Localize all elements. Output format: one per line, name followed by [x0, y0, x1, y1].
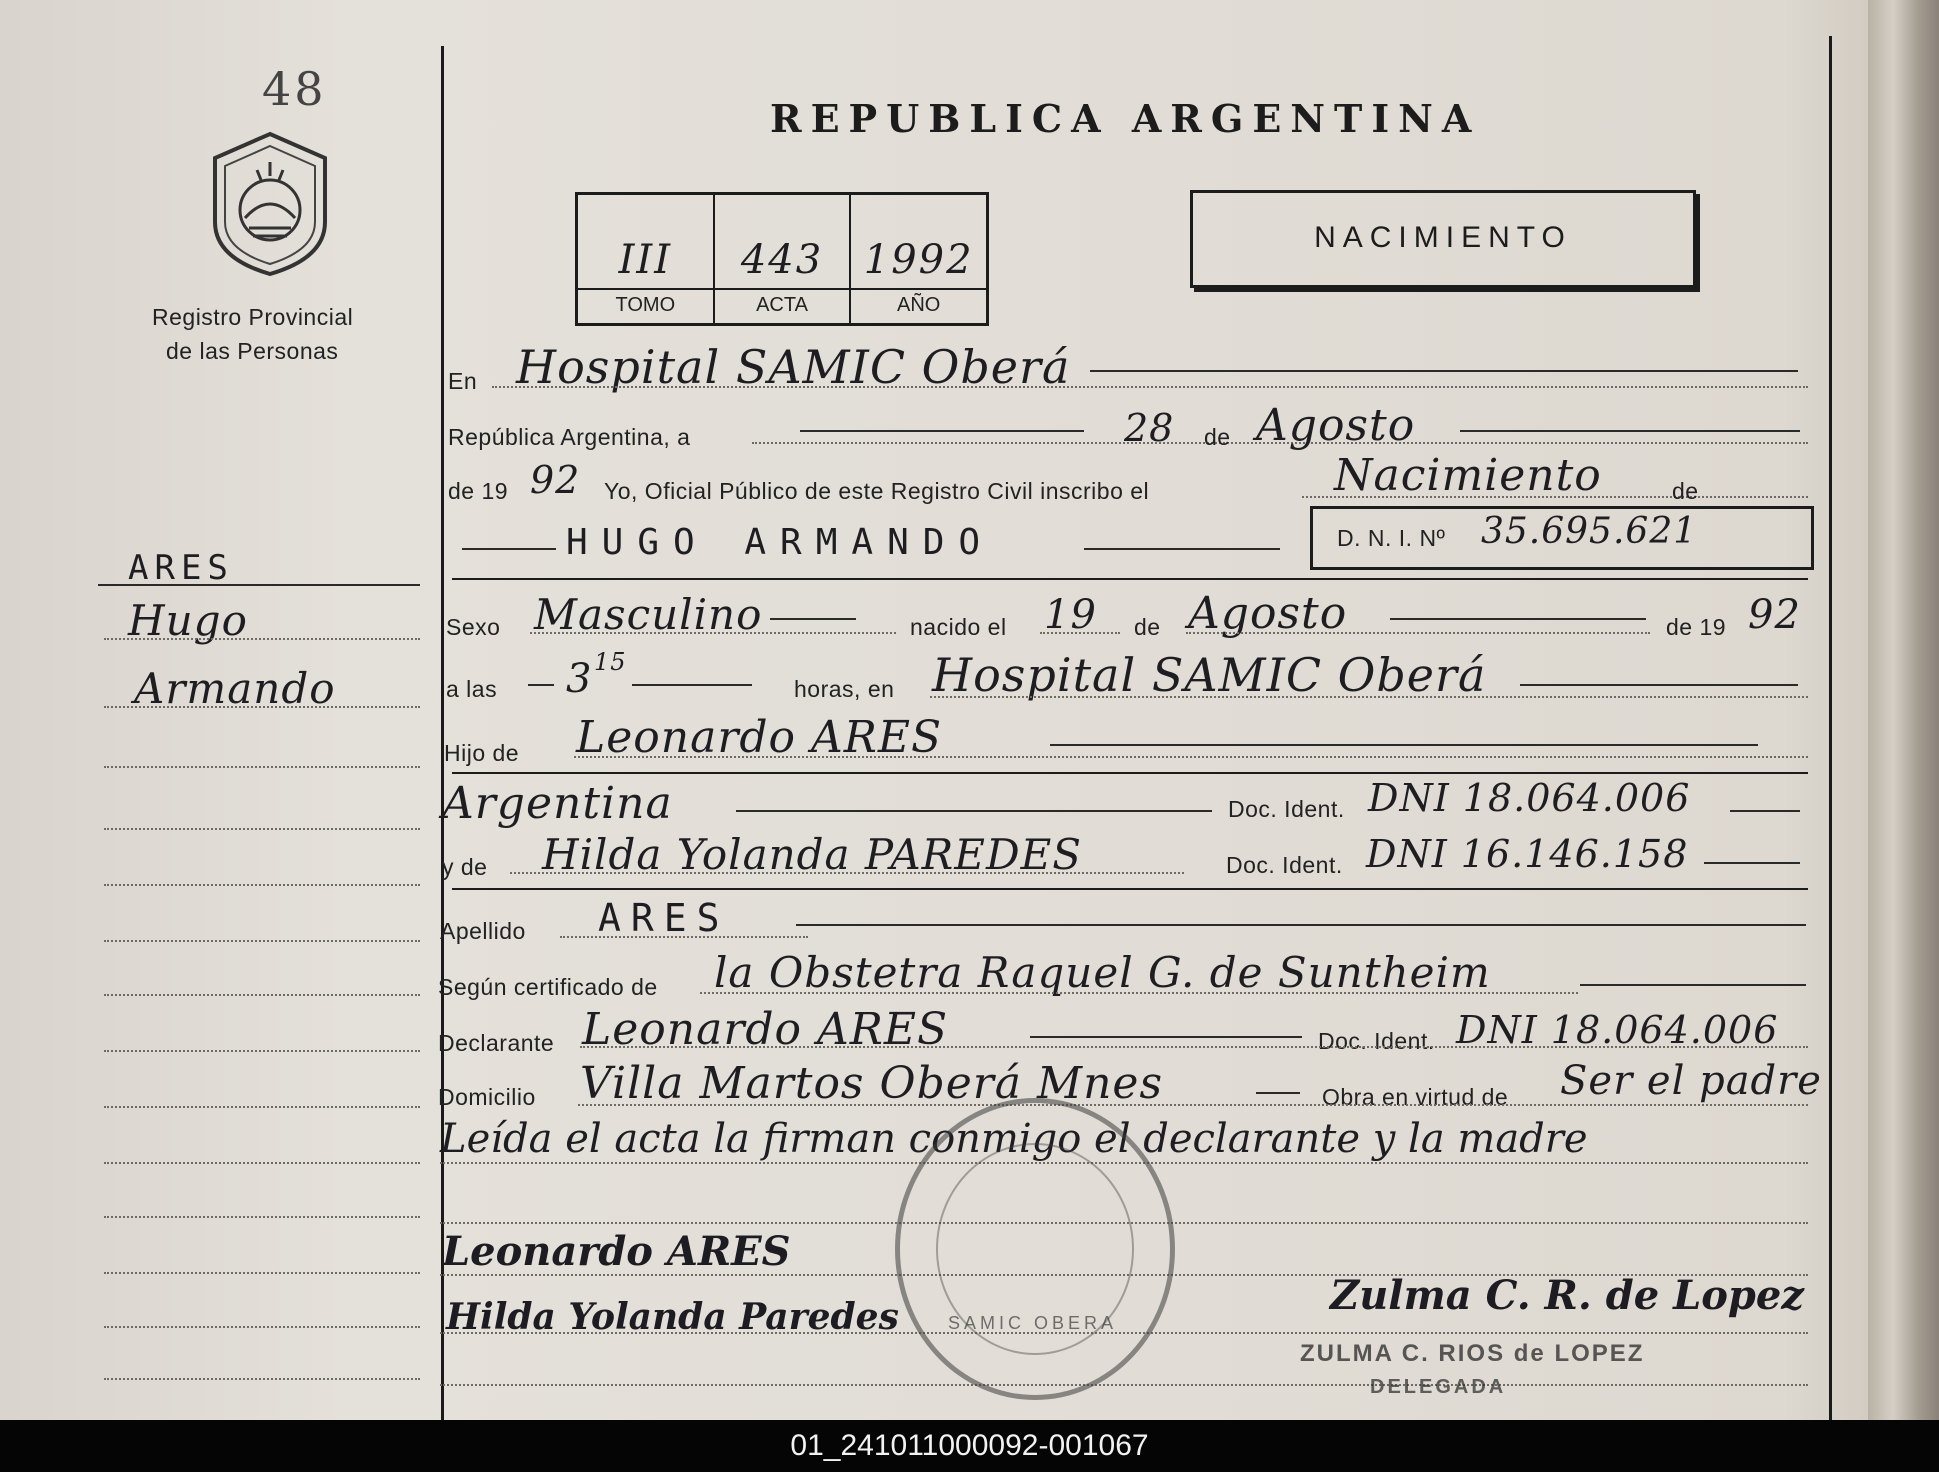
declarant-signature: Leonardo ARES: [442, 1228, 791, 1275]
official-signature: Zulma C. R. de Lopez: [1330, 1272, 1805, 1319]
tomo-value: III: [618, 237, 673, 283]
anio-cell: [851, 195, 986, 323]
fill-line: [528, 684, 554, 686]
fill-line: [736, 810, 1212, 812]
act-type-box: [1190, 190, 1696, 288]
official-title: DELEGADA: [1370, 1376, 1507, 1398]
fill-line: [1030, 1036, 1302, 1038]
fill-dots: [560, 936, 808, 938]
fill-dots: [574, 756, 1808, 758]
margin-dots: [104, 1216, 420, 1218]
fill-line: [1580, 984, 1806, 986]
act-day: 28: [1124, 406, 1175, 450]
official-name: ZULMA C. RIOS de LOPEZ: [1300, 1340, 1645, 1367]
fill-line: [1704, 862, 1800, 864]
margin-rule: [441, 46, 444, 1420]
segun-value: la Obstetra Raquel G. de Suntheim: [714, 948, 1491, 997]
fill-dots: [510, 872, 1184, 874]
fill-line: [1390, 618, 1646, 620]
birth-hour: 3: [566, 656, 593, 702]
domicilio-value: Villa Martos Oberá Mnes: [580, 1058, 1164, 1109]
document-title: REPUBLICA ARGENTINA: [770, 96, 1481, 141]
fill-line: [1050, 744, 1758, 746]
domicilio-label: Domicilio: [438, 1084, 536, 1110]
section-rule: [452, 888, 1808, 890]
birth-hour-sup: 15: [594, 648, 627, 676]
margin-dots: [104, 1326, 420, 1328]
fill-line: [796, 924, 1806, 926]
person-name: HUGO ARMANDO: [566, 522, 995, 563]
official-stamp: [895, 1098, 1175, 1400]
birth-year-suffix: 92: [1748, 592, 1801, 638]
fill-dots: [1186, 632, 1650, 634]
margin-dots: [104, 706, 420, 708]
acta-label: ACTA: [715, 288, 850, 317]
birth-day: 19: [1044, 592, 1097, 638]
de-label-2: de: [1672, 478, 1699, 504]
father-name: Leonardo ARES: [576, 712, 943, 763]
nacido-label: nacido el: [910, 614, 1007, 640]
fill-line: [1090, 370, 1798, 372]
birth-place: Hospital SAMIC Oberá: [932, 648, 1487, 702]
margin-dots: [104, 940, 420, 942]
declarante-doc: DNI 18.064.006: [1456, 1008, 1779, 1052]
anio-value: 1992: [863, 237, 974, 283]
en-value: Hospital SAMIC Oberá: [516, 340, 1071, 394]
father-doc: DNI 18.064.006: [1368, 776, 1691, 820]
tomo-label: TOMO: [578, 288, 713, 317]
margin-given-2: Armando: [134, 664, 336, 713]
y-de-label: y de: [442, 854, 488, 880]
registry-line-2: de las Personas: [166, 338, 339, 364]
act-type: NACIMIENTO: [1314, 221, 1572, 254]
fill-dots: [530, 632, 896, 634]
segun-label: Según certificado de: [438, 974, 658, 1000]
image-caption: 01_241011000092-001067: [0, 1420, 1939, 1472]
dni-label: D. N. I. Nº: [1337, 525, 1446, 551]
margin-dots: [104, 1272, 420, 1274]
margin-dots: [104, 1378, 420, 1380]
obra-value: Ser el padre: [1560, 1058, 1822, 1104]
margin-dots: [104, 884, 420, 886]
apellido-label: Apellido: [440, 918, 526, 944]
fill-line: [800, 430, 1084, 432]
father-nationality: Argentina: [442, 778, 673, 829]
margin-dots: [104, 766, 420, 768]
republica-label: República Argentina, a: [448, 424, 691, 450]
margin-given-1: Hugo: [128, 596, 248, 645]
fill-line: [1256, 1092, 1300, 1094]
de-label-1: de: [1204, 424, 1231, 450]
fill-dots: [700, 992, 1578, 994]
fill-dots: [440, 1384, 1808, 1386]
margin-rule-line: [98, 584, 420, 586]
fill-line: [1520, 684, 1798, 686]
mother-doc: DNI 16.146.158: [1366, 832, 1689, 876]
margin-dots: [104, 828, 420, 830]
birth-month: Agosto: [1188, 588, 1348, 639]
sexo-value: Masculino: [534, 590, 763, 639]
margin-dots: [104, 638, 420, 640]
hijo-label: Hijo de: [444, 740, 520, 766]
en-label: En: [448, 368, 478, 394]
margin-dots: [104, 1050, 420, 1052]
fill-line: [632, 684, 752, 686]
doc-ident-label-2: Doc. Ident.: [1226, 852, 1343, 878]
fill-line: [770, 618, 856, 620]
sexo-label: Sexo: [446, 614, 501, 640]
fill-dots: [580, 1046, 1808, 1048]
anio-label: AÑO: [851, 288, 986, 317]
de-19-label-b: de 19: [1666, 614, 1727, 640]
registry-line-1: Registro Provincial: [152, 304, 354, 330]
fill-dots: [1040, 632, 1120, 634]
margin-surname: ARES: [128, 548, 234, 588]
fill-dots: [930, 696, 1808, 698]
obra-label: Obra en virtud de: [1322, 1084, 1509, 1110]
acta-cell: [715, 195, 852, 323]
inscribo-value: Nacimiento: [1334, 450, 1602, 501]
fill-dots: [578, 1104, 1808, 1106]
oficial-text: Yo, Oficial Público de este Registro Civil inscribo el: [604, 478, 1150, 504]
section-rule: [452, 772, 1808, 774]
declarante-value: Leonardo ARES: [582, 1004, 949, 1055]
margin-dots: [104, 994, 420, 996]
right-rule: [1829, 36, 1832, 1420]
tomo-cell: [578, 195, 715, 323]
page-number: 48: [262, 62, 327, 116]
margin-dots: [104, 1106, 420, 1108]
mother-signature: Hilda Yolanda Paredes: [446, 1296, 899, 1338]
fill-line: [1730, 810, 1800, 812]
a-las-label: a las: [446, 676, 498, 702]
fill-dots: [492, 386, 1808, 388]
doc-ident-label-3: Doc. Ident.: [1318, 1028, 1435, 1054]
margin-dots: [104, 1162, 420, 1164]
fill-line: [1084, 548, 1280, 550]
doc-ident-label-1: Doc. Ident.: [1228, 796, 1345, 822]
section-rule: [452, 578, 1808, 580]
horas-en-label: horas, en: [794, 676, 895, 702]
de-label-3: de: [1134, 614, 1161, 640]
fill-line: [1460, 430, 1800, 432]
dni-value: 35.695.621: [1481, 511, 1698, 552]
act-year-suffix: 92: [530, 458, 581, 502]
apellido-value: ARES: [598, 896, 730, 940]
dni-box: [1310, 506, 1814, 570]
province-seal-icon: [205, 130, 335, 278]
acta-value: 443: [740, 237, 824, 283]
closing-text: Leída el acta la firman conmigo el declarante y la madre: [440, 1116, 1588, 1162]
fill-line: [462, 548, 556, 550]
act-month: Agosto: [1256, 400, 1416, 451]
book-edge: [1868, 0, 1939, 1420]
stamp-city: SAMIC OBERA: [948, 1313, 1118, 1333]
declarante-label: Declarante: [438, 1030, 555, 1056]
mother-name: Hilda Yolanda PAREDES: [542, 830, 1083, 879]
de-19-label: de 19: [448, 478, 509, 504]
tomo-acta-anio-box: [575, 192, 989, 326]
